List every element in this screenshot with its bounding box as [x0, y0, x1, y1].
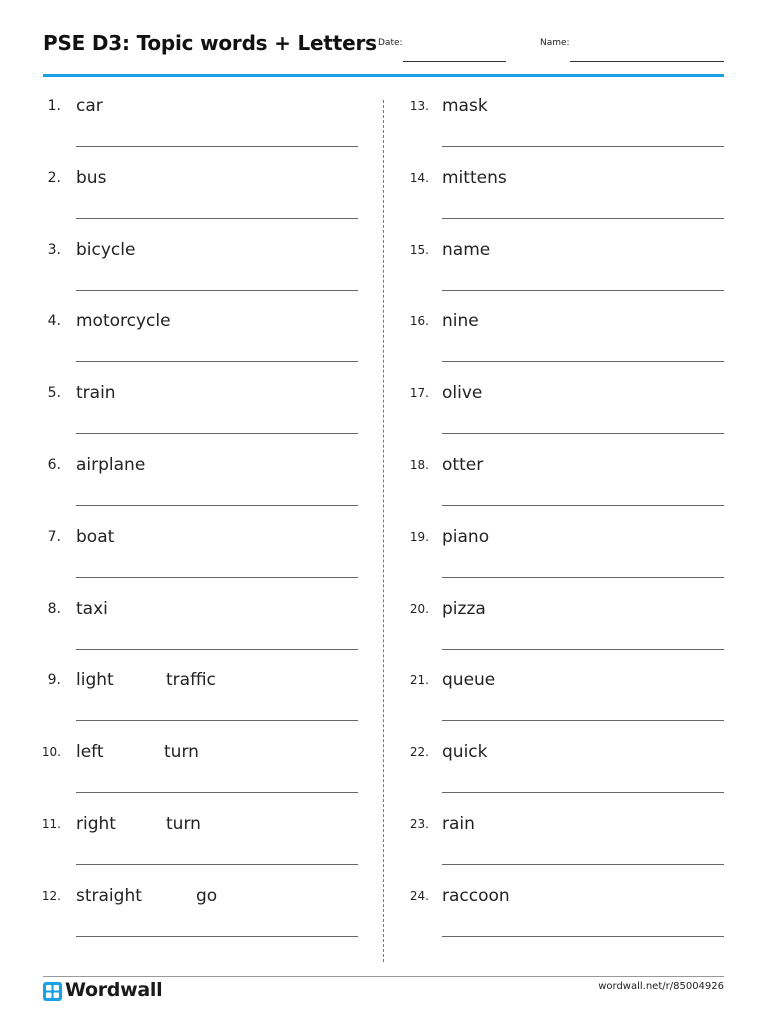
list-item — [404, 526, 724, 589]
item-number: 10. — [41, 745, 61, 760]
item-word: turn — [166, 814, 201, 834]
answer-line — [76, 720, 358, 721]
answer-line — [76, 864, 358, 865]
item-word: car — [76, 96, 103, 116]
item-number: 17. — [409, 386, 429, 401]
answer-line — [442, 936, 724, 937]
list-item — [36, 457, 356, 517]
worksheet-url: wordwall.net/r/85004926 — [598, 981, 724, 992]
list-item — [404, 313, 724, 373]
item-number: 6. — [47, 457, 61, 473]
answer-line — [442, 290, 724, 291]
answer-line — [442, 792, 724, 793]
answer-line — [76, 146, 358, 147]
list-item — [404, 239, 724, 302]
list-item — [36, 385, 356, 445]
item-number: 18. — [409, 458, 429, 472]
list-item — [36, 239, 356, 302]
list-item — [36, 816, 356, 876]
answer-line — [76, 505, 358, 506]
item-number: 15. — [409, 242, 429, 257]
item-number: 14. — [409, 170, 429, 185]
answer-line — [76, 649, 358, 650]
item-word: right — [76, 814, 116, 834]
item-number: 21. — [409, 673, 429, 688]
item-number: 20. — [409, 601, 429, 616]
list-item — [404, 457, 724, 517]
item-word: bus — [76, 167, 107, 188]
item-number: 12. — [41, 888, 61, 903]
list-item — [404, 385, 724, 445]
item-word: mask — [442, 96, 488, 116]
item-word: rain — [442, 814, 475, 834]
item-word: name — [442, 239, 491, 260]
item-word: motorcycle — [76, 311, 171, 332]
list-item — [36, 885, 356, 948]
answer-line — [76, 433, 358, 434]
list-item — [36, 167, 356, 230]
answer-line — [442, 720, 724, 721]
answer-line — [442, 361, 724, 362]
item-word: pizza — [442, 598, 486, 619]
answer-line — [442, 218, 724, 219]
answer-line — [442, 146, 724, 147]
item-number: 9. — [47, 672, 61, 689]
date-label: Date: — [378, 38, 403, 48]
answer-line — [76, 361, 358, 362]
name-label: Name: — [540, 38, 570, 48]
item-number: 24. — [409, 888, 429, 903]
item-word: quick — [442, 742, 488, 763]
list-item — [404, 672, 724, 732]
item-number: 16. — [409, 314, 429, 329]
item-word: airplane — [76, 455, 146, 475]
answer-line — [76, 936, 358, 937]
item-word: bicycle — [76, 239, 136, 260]
answer-line — [442, 433, 724, 434]
name-line — [570, 61, 724, 62]
list-item — [36, 313, 356, 373]
item-word: turn — [164, 742, 199, 763]
list-item — [404, 744, 724, 804]
item-word: straight — [76, 885, 142, 906]
answer-line — [442, 864, 724, 865]
item-word: mittens — [442, 167, 507, 188]
date-line — [403, 61, 506, 62]
list-item — [36, 744, 356, 804]
column-divider — [383, 100, 384, 962]
list-item — [404, 167, 724, 230]
answer-line — [442, 649, 724, 650]
item-number: 1. — [47, 98, 61, 114]
item-number: 11. — [41, 817, 61, 831]
item-word: left — [76, 742, 104, 763]
list-item — [36, 526, 356, 589]
item-word: otter — [442, 455, 484, 475]
list-item — [404, 885, 724, 948]
item-number: 22. — [409, 745, 429, 760]
item-word: queue — [442, 670, 496, 691]
list-item — [36, 598, 356, 661]
item-word: taxi — [76, 598, 108, 619]
item-number: 7. — [47, 528, 61, 545]
list-item — [36, 98, 356, 158]
item-word: light — [76, 670, 114, 691]
list-item — [36, 672, 356, 732]
item-number: 19. — [409, 529, 429, 544]
header-accent-rule — [43, 74, 724, 77]
answer-line — [76, 792, 358, 793]
list-item — [404, 816, 724, 876]
list-item — [404, 98, 724, 158]
item-word: piano — [442, 526, 490, 547]
answer-line — [442, 577, 724, 578]
answer-line — [76, 577, 358, 578]
item-word: olive — [442, 383, 483, 404]
item-word: raccoon — [442, 885, 510, 906]
item-word: boat — [76, 526, 115, 547]
item-number: 4. — [47, 313, 61, 330]
wordwall-logo-icon — [43, 982, 62, 1001]
item-number: 23. — [409, 817, 429, 831]
item-word: nine — [442, 311, 479, 332]
logo-text: Wordwall — [65, 979, 163, 1001]
item-number: 2. — [47, 169, 61, 186]
answer-line — [442, 505, 724, 506]
item-number: 3. — [47, 241, 61, 258]
footer-rule — [43, 976, 724, 977]
worksheet-title: PSE D3: Topic words + Letters — [43, 31, 377, 55]
item-word: train — [76, 383, 116, 404]
item-number: 13. — [409, 99, 429, 113]
answer-line — [76, 218, 358, 219]
answer-line — [76, 290, 358, 291]
item-number: 5. — [47, 385, 61, 402]
list-item — [404, 598, 724, 661]
item-word: go — [196, 885, 218, 906]
item-word: traffic — [166, 670, 216, 691]
item-number: 8. — [47, 600, 61, 617]
